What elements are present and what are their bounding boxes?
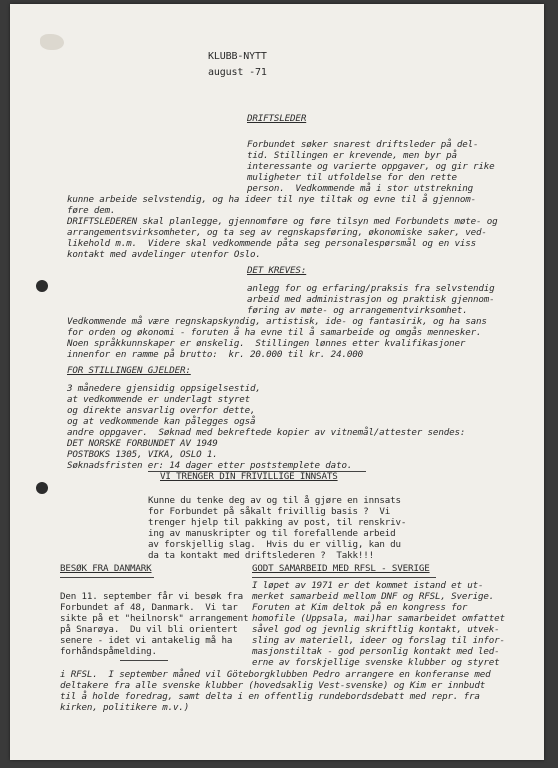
newsletter-title: KLUBB-NYTT xyxy=(208,51,267,62)
text-line: trenger hjelp til pakking av post, til renskriv- xyxy=(148,517,407,528)
punch-hole xyxy=(36,482,48,494)
text-line: for orden og økonomi - foruten å ha evne til å samarbeide og omgås mennesker. xyxy=(67,327,482,338)
section-heading-det-kreves: DET KREVES: xyxy=(247,265,307,276)
text-line: senere - idet vi antakelig må ha xyxy=(60,635,233,646)
text-line: merket samarbeid mellom DNF og RFSL, Sverige. xyxy=(252,591,495,602)
address-line: POSTBOKS 1305, VIKA, OSLO 1. xyxy=(67,449,218,460)
text-line: homofile (Uppsala, mai)har samarbeidet omfattet xyxy=(252,613,505,624)
divider xyxy=(120,660,168,661)
text-line: arbeid med administrasjon og praktisk gjennom- xyxy=(247,294,495,305)
text-line: person. Vedkommende må i stor utstrekning xyxy=(247,183,474,194)
text-line: Noen språkkunnskaper er ønskelig. Stillingen lønnes etter kvalifikasjoner xyxy=(67,338,466,349)
section-heading-danmark: BESØK FRA DANMARK xyxy=(60,563,152,574)
text-line: tid. Stillingen er krevende, men byr på xyxy=(247,150,457,161)
text-line: 3 månedere gjensidig oppsigelsestid, xyxy=(67,383,261,394)
text-line: og at vedkommende kan pålegges også xyxy=(67,416,256,427)
text-line: av forskjellig slag. Hvis du er villig, kan du xyxy=(148,539,401,550)
document-page xyxy=(10,4,544,760)
text-line: Vedkommende må være regnskapskyndig, artistisk, ide- og fantasirik, og ha sans xyxy=(67,316,487,327)
deadline-line: Søknadsfristen er: 14 dager etter poststemplete dato. xyxy=(67,460,353,471)
text-line: og direkte ansvarlig overfor dette, xyxy=(67,405,256,416)
newsletter-date: august -71 xyxy=(208,67,267,78)
paper-tear xyxy=(40,34,64,50)
text-line: såvel god og jevnlig skriftlig kontakt, utvek- xyxy=(252,624,500,635)
text-line: I løpet av 1971 er det kommet istand et ut- xyxy=(252,580,484,591)
salary-line: innenfor en ramme på brutto: kr. 20.000 til kr. 24.000 xyxy=(67,349,363,360)
divider xyxy=(60,577,154,578)
text-line: føring av møte- og arrangementvirksomhet. xyxy=(247,305,468,316)
text-line: Forbundet af 48, Danmark. Vi tar xyxy=(60,602,238,613)
text-line: ing av manuskripter og til forefallende arbeid xyxy=(148,528,396,539)
section-heading-frivillige: VI TRENGER DIN FRIVILLIGE INNSATS xyxy=(160,471,338,482)
text-line: forhåndspåmelding. xyxy=(60,646,157,657)
text-line: Den 11. september får vi besøk fra xyxy=(60,591,243,602)
text-line: i RFSL. I september måned vil Göteborgklubben Pedro arrangere en konferanse med xyxy=(60,669,491,680)
text-line: kirken, politikere m.v.) xyxy=(60,702,190,713)
text-line: at vedkommende er underlagt styret xyxy=(67,394,250,405)
text-line: Foruten at Kim deltok på en kongress for xyxy=(252,602,468,613)
text-line: masjonstiltak - god personlig kontakt med led- xyxy=(252,646,500,657)
text-line: anlegg for og erfaring/praksis fra selvstendig xyxy=(247,283,495,294)
punch-hole xyxy=(36,280,48,292)
text-line: sikte på et "heilnorsk" arrangement xyxy=(60,613,249,624)
text-line: kontakt med avdelinger utenfor Oslo. xyxy=(67,249,261,260)
section-heading-driftsleder: DRIFTSLEDER xyxy=(247,113,307,124)
text-line: Forbundet søker snarest driftsleder på del- xyxy=(247,139,479,150)
text-line: Kunne du tenke deg av og til å gjøre en innsats xyxy=(148,495,401,506)
text-line: for Forbundet på såkalt frivillig basis ? Vi xyxy=(148,506,391,517)
text-line: til å holde foredrag, samt delta i en offentlig rundebordsdebatt med repr. fra xyxy=(60,691,480,702)
text-line: på Snarøya. Du vil bli orientert xyxy=(60,624,238,635)
section-heading-gjelder: FOR STILLINGEN GJELDER: xyxy=(67,365,191,376)
text-line: erne av forskjellige svenske klubber og styret xyxy=(252,657,500,668)
text-line: føre dem. xyxy=(67,205,116,216)
text-line: deltakere fra alle svenske klubber (hovedsaklig Vest-svenske) og Kim er innbudt xyxy=(60,680,486,691)
text-line: interessante og varierte oppgaver, og gir rike xyxy=(247,161,495,172)
text-line: DRIFTSLEDEREN skal planlegge, gjennomføre og føre tilsyn med Forbundets møte- og xyxy=(67,216,498,227)
text-line: kunne arbeide selvstendig, og ha ideer til nye tiltak og evne til å gjennom- xyxy=(67,194,476,205)
text-line: sling av materiell, ideer og forslag til infor- xyxy=(252,635,505,646)
text-line: andre oppgaver. Søknad med bekreftede kopier av vitnemål/attester sendes: xyxy=(67,427,466,438)
text-line: muligheter til utfoldelse for den rette xyxy=(247,172,457,183)
text-line: arrangementsvirksomheter, og ta seg av regnskapsføring, økonomiske saker, ved- xyxy=(67,227,487,238)
text-line: likehold m.m. Videre skal vedkommende påta seg personalespørsmål og en viss xyxy=(67,238,476,249)
divider xyxy=(252,577,436,578)
section-heading-rfsl: GODT SAMARBEID MED RFSL - SVERIGE xyxy=(252,563,430,574)
address-line: DET NORSKE FORBUNDET AV 1949 xyxy=(67,438,218,449)
text-line: da ta kontakt med driftslederen ? Takk!!! xyxy=(148,550,375,561)
